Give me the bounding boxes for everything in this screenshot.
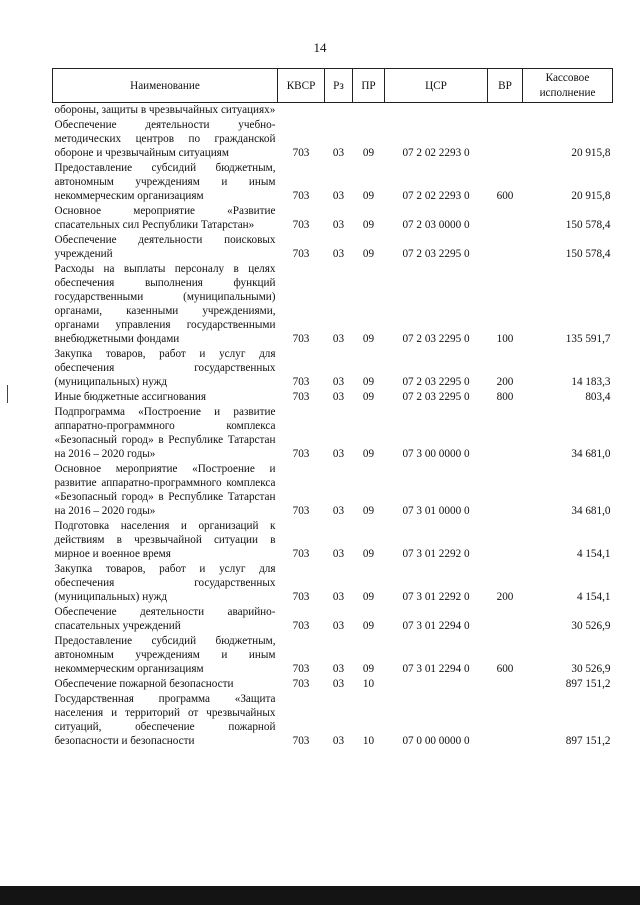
row-name-text: Подготовка населения и организаций к действиям в чрезвычайной ситуации в мирное и военное время (54, 520, 276, 560)
column-header-rz: Рз (325, 69, 353, 103)
cell-name (53, 233, 278, 262)
cell-csr: 07 3 01 2292 0 (402, 591, 470, 603)
cell-csr: 07 2 03 2295 0 (402, 391, 470, 403)
cell-kvsr: 703 (292, 333, 310, 345)
cell-kvsr: 703 (292, 147, 310, 159)
cell-rz: 03 (332, 620, 345, 632)
cell-pr: 10 (362, 678, 375, 690)
cell-rz: 03 (332, 591, 345, 603)
cell-name (53, 634, 278, 677)
cell-kvsr: 703 (292, 505, 310, 517)
cell-name (53, 519, 278, 562)
cell-name (53, 605, 278, 634)
cell-execution: 14 183,3 (571, 376, 611, 388)
cell-csr: 07 2 03 2295 0 (402, 376, 470, 388)
header-row (53, 69, 613, 103)
row-name-text: Основное мероприятие «Построение и развитие аппаратно-программного комплекса «Безопасный город» в Республике Татарстан на 2016 – 2020 годы» (54, 463, 276, 517)
table-row (53, 262, 613, 347)
cell-csr: 07 3 01 0000 0 (402, 505, 470, 517)
cell-csr: 07 2 02 2293 0 (402, 190, 470, 202)
cell-execution: 34 681,0 (571, 505, 611, 517)
margin-mark (7, 385, 8, 403)
row-name-text: Основное мероприятие «Развитие спасательных сил Республики Татарстан» (54, 205, 276, 231)
cell-pr: 09 (362, 147, 375, 159)
cell-name (53, 677, 278, 692)
cell-name (53, 562, 278, 605)
cell-kvsr (278, 103, 325, 119)
cell-rz: 03 (332, 147, 345, 159)
cell-csr: 07 2 03 0000 0 (402, 219, 470, 231)
cell-name (53, 161, 278, 204)
cell-rz: 03 (332, 248, 345, 260)
cell-vr (488, 233, 523, 262)
cell-pr: 09 (362, 591, 375, 603)
cell-csr (385, 103, 488, 119)
row-name-text: Подпрограмма «Построение и развитие аппаратно-программного комплекса «Безопасный город» в Республике Татарстан на 2016 – 2020 годы» (54, 406, 276, 460)
cell-kvsr: 703 (292, 591, 310, 603)
cell-pr: 09 (362, 505, 375, 517)
cell-execution: 30 526,9 (571, 663, 611, 675)
column-header-kvsr: КВСР (278, 69, 325, 103)
cell-execution (523, 103, 613, 119)
cell-csr: 07 2 03 2295 0 (402, 248, 470, 260)
column-header-execution: Кассовое исполнение (523, 69, 613, 103)
cell-pr: 09 (362, 548, 375, 560)
table-row (53, 118, 613, 161)
cell-kvsr: 703 (292, 448, 310, 460)
cell-execution: 4 154,1 (576, 591, 611, 603)
cell-vr (488, 103, 523, 119)
cell-csr (385, 677, 488, 692)
cell-pr: 09 (362, 448, 375, 460)
cell-csr: 07 0 00 0000 0 (402, 735, 470, 747)
scan-border-bar (0, 886, 640, 905)
table-row (53, 692, 613, 749)
cell-pr: 09 (362, 391, 375, 403)
cell-csr: 07 2 03 2295 0 (402, 333, 470, 345)
cell-pr: 09 (362, 663, 375, 675)
row-name-text: Закупка товаров, работ и услуг для обеспечения государственных (муниципальных) нужд (54, 563, 276, 603)
budget-execution-table (52, 68, 613, 749)
cell-rz: 03 (332, 219, 345, 231)
cell-execution: 803,4 (585, 391, 611, 403)
row-name-text: Предоставление субсидий бюджетным, автономным учреждениям и иным некоммерческим организациям (54, 635, 276, 675)
cell-csr: 07 3 00 0000 0 (402, 448, 470, 460)
cell-name (53, 204, 278, 233)
cell-pr (353, 103, 385, 119)
cell-rz: 03 (332, 663, 345, 675)
table-body (53, 103, 613, 750)
cell-kvsr: 703 (292, 376, 310, 388)
cell-execution: 20 915,8 (571, 147, 611, 159)
cell-rz: 03 (332, 548, 345, 560)
table-row (53, 519, 613, 562)
table-row (53, 347, 613, 390)
cell-execution: 150 578,4 (565, 219, 611, 231)
cell-rz: 03 (332, 678, 345, 690)
cell-pr: 09 (362, 376, 375, 388)
table-row (53, 204, 613, 233)
cell-vr (488, 204, 523, 233)
cell-rz: 03 (332, 505, 345, 517)
cell-vr (488, 677, 523, 692)
column-header-vr: ВР (488, 69, 523, 103)
cell-name (53, 347, 278, 390)
cell-pr: 09 (362, 190, 375, 202)
cell-name (53, 103, 278, 119)
cell-pr: 09 (362, 620, 375, 632)
table-row (53, 562, 613, 605)
page-number: 14 (313, 40, 327, 55)
cell-vr (488, 605, 523, 634)
cell-vr: 600 (496, 190, 514, 202)
cell-execution: 135 591,7 (565, 333, 611, 345)
row-name-text: Закупка товаров, работ и услуг для обеспечения государственных (муниципальных) нужд (54, 348, 276, 388)
cell-execution: 30 526,9 (571, 620, 611, 632)
cell-vr (488, 118, 523, 161)
table-row (53, 634, 613, 677)
cell-kvsr: 703 (292, 248, 310, 260)
cell-kvsr: 703 (292, 391, 310, 403)
cell-execution: 150 578,4 (565, 248, 611, 260)
row-name-text: Обеспечение деятельности аварийно-спасательных учреждений (54, 606, 276, 632)
table-row (53, 605, 613, 634)
cell-vr (488, 405, 523, 462)
cell-kvsr: 703 (292, 663, 310, 675)
cell-execution: 34 681,0 (571, 448, 611, 460)
row-name-text: Обеспечение пожарной безопасности (54, 678, 234, 690)
row-name-text: Иные бюджетные ассигнования (54, 391, 206, 403)
column-header-pr: ПР (353, 69, 385, 103)
table-row (53, 161, 613, 204)
cell-name (53, 462, 278, 519)
cell-pr: 09 (362, 219, 375, 231)
cell-kvsr: 703 (292, 735, 310, 747)
cell-pr: 09 (362, 333, 375, 345)
cell-name (53, 390, 278, 405)
cell-rz (325, 103, 353, 119)
cell-rz: 03 (332, 448, 345, 460)
cell-kvsr: 703 (292, 678, 310, 690)
cell-vr: 200 (496, 591, 514, 603)
cell-rz: 03 (332, 735, 345, 747)
cell-vr (488, 692, 523, 749)
cell-vr (488, 462, 523, 519)
cell-kvsr: 703 (292, 219, 310, 231)
row-name-text: Предоставление субсидий бюджетным, автономным учреждениям и иным некоммерческим организациям (54, 162, 276, 202)
cell-vr: 100 (496, 333, 514, 345)
cell-rz: 03 (332, 333, 345, 345)
column-header-name: Наименование (53, 69, 278, 103)
cell-rz: 03 (332, 376, 345, 388)
cell-name (53, 118, 278, 161)
cell-execution: 20 915,8 (571, 190, 611, 202)
row-name-text: обороны, защиты в чрезвычайных ситуациях» (54, 104, 276, 116)
cell-kvsr: 703 (292, 548, 310, 560)
row-name-text: Государственная программа «Защита населения и территорий от чрезвычайных ситуаций, обеспечение пожарной безопасности и безопасности (54, 693, 276, 747)
cell-name (53, 405, 278, 462)
cell-csr: 07 2 02 2293 0 (402, 147, 470, 159)
table-row (53, 103, 613, 119)
cell-name (53, 692, 278, 749)
table-header (53, 69, 613, 103)
cell-name (53, 262, 278, 347)
cell-execution: 897 151,2 (565, 678, 611, 690)
cell-csr: 07 3 01 2292 0 (402, 548, 470, 560)
cell-kvsr: 703 (292, 190, 310, 202)
table-row (53, 405, 613, 462)
cell-pr: 10 (362, 735, 375, 747)
cell-vr: 800 (496, 391, 514, 403)
cell-vr: 200 (496, 376, 514, 388)
column-header-csr: ЦСР (385, 69, 488, 103)
cell-csr: 07 3 01 2294 0 (402, 620, 470, 632)
cell-execution: 897 151,2 (565, 735, 611, 747)
row-name-text: Обеспечение деятельности учебно-методических центров по гражданской обороне и чрезвычайным ситуациям (54, 119, 276, 159)
cell-execution: 4 154,1 (576, 548, 611, 560)
cell-rz: 03 (332, 391, 345, 403)
row-name-text: Обеспечение деятельности поисковых учреждений (54, 234, 276, 260)
cell-vr (488, 519, 523, 562)
table-row (53, 390, 613, 405)
cell-pr: 09 (362, 248, 375, 260)
cell-vr: 600 (496, 663, 514, 675)
cell-kvsr: 703 (292, 620, 310, 632)
table-row (53, 462, 613, 519)
cell-rz: 03 (332, 190, 345, 202)
table-row (53, 233, 613, 262)
row-name-text: Расходы на выплаты персоналу в целях обеспечения выполнения функций государственными (муниципальными) органами, казенными учреждениями, органами управления государственными внебюджетными фондами (54, 263, 276, 345)
cell-csr: 07 3 01 2294 0 (402, 663, 470, 675)
table-row (53, 677, 613, 692)
